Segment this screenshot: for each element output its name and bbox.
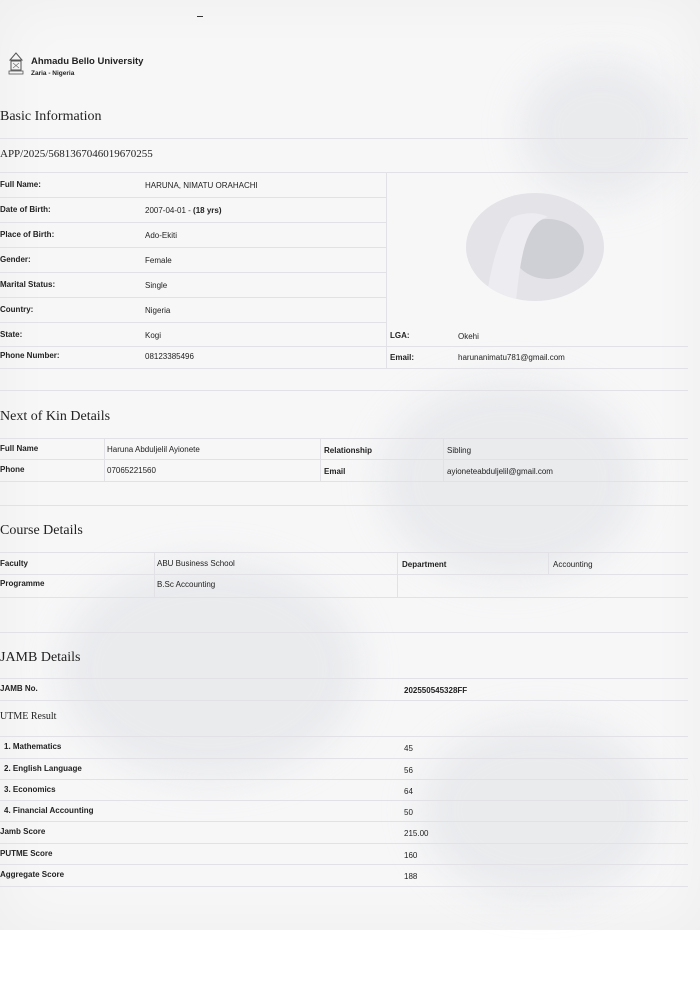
kin-relationship-value: Sibling	[447, 446, 472, 455]
dob-value	[145, 206, 222, 215]
jamb-score-label: Jamb Score	[0, 827, 46, 836]
next-of-kin-title: Next of Kin Details	[0, 409, 111, 424]
pob-label: Place of Birth:	[0, 230, 55, 239]
putme-score-value: 160	[404, 851, 418, 860]
subject-2-label: 2. English Language	[4, 764, 82, 773]
dob-label: Date of Birth:	[0, 205, 51, 214]
jamb-no-value: 202550545328FF	[404, 686, 468, 695]
putme-score-label: PUTME Score	[0, 849, 53, 858]
pob-value: Ado-Ekiti	[145, 231, 178, 240]
programme-value: B.Sc Accounting	[157, 580, 216, 589]
state-value: Kogi	[145, 331, 162, 340]
subject-3-label: 3. Economics	[4, 785, 56, 794]
university-location: Zaria - Nigeria	[31, 70, 75, 77]
state-label: State:	[0, 330, 23, 339]
subject-4-score: 50	[404, 808, 413, 817]
kin-name-value: Haruna Abduljelil Ayionete	[107, 445, 200, 454]
subject-1-label: 1. Mathematics	[4, 742, 62, 751]
dob-date: 2007-04-01 -	[145, 206, 194, 215]
aggregate-score-label: Aggregate Score	[0, 870, 65, 879]
application-number: APP/2025/56813670460196702​55	[0, 148, 153, 160]
department-value: Accounting	[553, 560, 593, 569]
university-name: Ahmadu Bello University	[31, 56, 144, 67]
country-value: Nigeria	[145, 306, 171, 315]
department-label: Department	[402, 560, 447, 569]
course-details-title: Course Details	[0, 523, 83, 538]
lga-label: LGA:	[390, 331, 410, 340]
jamb-score-value: 215.00	[404, 829, 429, 838]
basic-info-title: Basic Information	[0, 109, 102, 124]
jamb-details-title: JAMB Details	[0, 650, 81, 665]
faculty-value: ABU Business School	[157, 559, 235, 568]
passport-photo-placeholder-icon	[466, 193, 604, 301]
country-label: Country:	[0, 305, 34, 314]
gender-label: Gender:	[0, 255, 31, 264]
marital-value: Single	[145, 281, 168, 290]
dob-age: (18 yrs)	[193, 206, 222, 215]
utme-result-title: UTME Result	[0, 711, 57, 722]
kin-email-label: Email	[324, 467, 346, 476]
subject-4-label: 4. Financial Accounting	[4, 806, 94, 815]
kin-email-value: ayioneteabduljelil@gmail.com	[447, 467, 553, 476]
aggregate-score-value: 188	[404, 872, 418, 881]
gender-value: Female	[145, 256, 172, 265]
kin-phone-label: Phone	[0, 465, 25, 474]
email-value: harunanimatu781@gmail.com	[458, 353, 565, 362]
phone-label: Phone Number:	[0, 351, 60, 360]
scan-speck	[197, 16, 203, 17]
full-name-label: Full Name:	[0, 180, 41, 189]
subject-1-score: 45	[404, 744, 413, 753]
marital-label: Marital Status:	[0, 280, 56, 289]
university-crest-icon	[8, 52, 24, 76]
subject-3-score: 64	[404, 787, 413, 796]
phone-value: 08123385496	[145, 352, 194, 361]
programme-label: Programme	[0, 579, 45, 588]
kin-relationship-label: Relationship	[324, 446, 373, 455]
kin-phone-value: 07065221560	[107, 466, 156, 475]
kin-name-label: Full Name	[0, 444, 39, 453]
jamb-no-label: JAMB No.	[0, 684, 38, 693]
subject-2-score: 56	[404, 766, 413, 775]
faculty-label: Faculty	[0, 559, 29, 568]
full-name-value: HARUNA, NIMATU ORAHACHI	[145, 181, 258, 190]
email-label: Email:	[390, 353, 415, 362]
lga-value: Okehi	[458, 332, 479, 341]
